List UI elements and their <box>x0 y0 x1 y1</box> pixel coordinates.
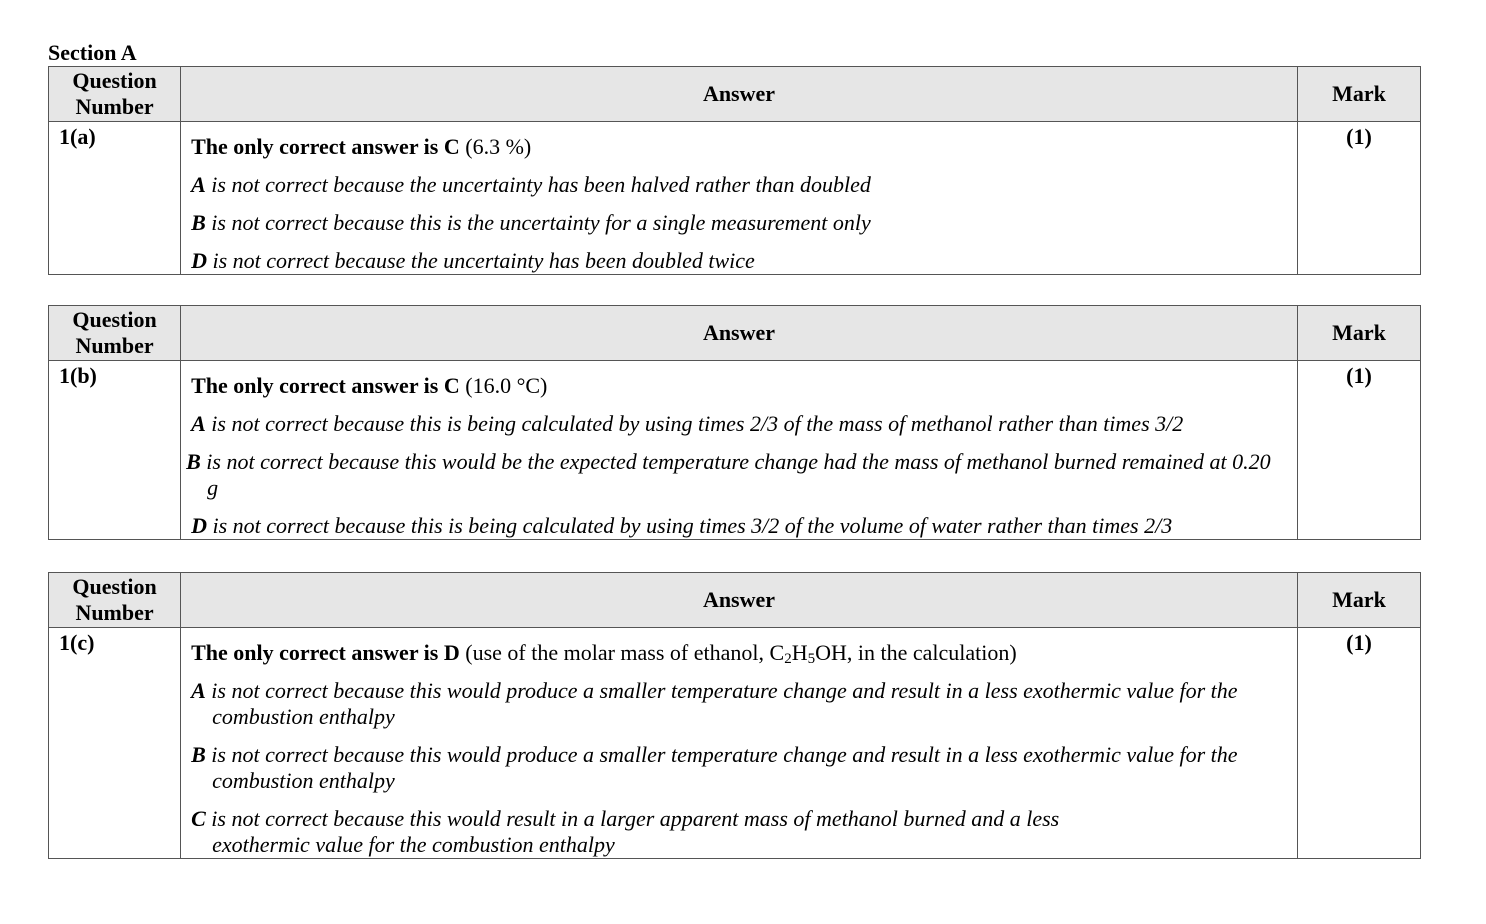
mark-header: Mark <box>1297 573 1420 628</box>
header-row <box>49 573 1421 628</box>
correct-answer-detail: (6.3 %) <box>465 134 532 159</box>
correct-answer-line <box>191 640 1287 666</box>
mark-header: Mark <box>1297 306 1420 361</box>
section-title: Section A <box>48 40 137 65</box>
option-text: is not correct because this is being calculated by using times 2/3 of the mass of methanol rather than times 3/2 <box>211 411 1184 436</box>
option-letter: A <box>191 411 206 436</box>
formula-subscript: 5 <box>807 651 816 667</box>
option-letter: A <box>191 172 206 197</box>
answer-row <box>49 122 1421 275</box>
option-letter: D <box>191 248 207 273</box>
answer-header: Answer <box>181 67 1298 122</box>
option-line <box>191 411 1287 437</box>
header-row <box>49 67 1421 122</box>
correct-answer-line <box>191 373 1287 399</box>
option-line <box>191 678 1287 730</box>
answer-header: Answer <box>181 306 1298 361</box>
mark-header: Mark <box>1297 67 1420 122</box>
question-number: 1(a) <box>49 122 181 275</box>
formula-mid: H <box>791 640 808 665</box>
answer-row <box>49 361 1421 540</box>
option-letter: B <box>191 210 206 235</box>
option-line <box>191 742 1287 794</box>
correct-answer-detail: (16.0 °C) <box>465 373 548 398</box>
header-row <box>49 306 1421 361</box>
option-line <box>191 210 1287 236</box>
option-letter: C <box>191 806 206 831</box>
option-text: is not correct because the uncertainty has been doubled twice <box>212 248 755 273</box>
option-letter: D <box>191 513 207 538</box>
option-text: is not correct because this would produce a smaller temperature change and result in a less exothermic value for the combustion enthalpy <box>211 678 1238 729</box>
answer-row <box>49 628 1421 859</box>
question-number-header: Question Number <box>49 573 181 628</box>
answer-header: Answer <box>181 573 1298 628</box>
mark-value: (1) <box>1297 361 1420 540</box>
option-line <box>191 172 1287 198</box>
correct-answer-prefix: The only correct answer is C <box>191 134 460 159</box>
correct-answer-line <box>191 134 1287 160</box>
option-text: is not correct because this would produce a smaller temperature change and result in a less exothermic value for the combustion enthalpy <box>211 742 1238 793</box>
question-table-1c <box>48 572 1421 859</box>
question-number-header: Question Number <box>49 67 181 122</box>
question-table-1b <box>48 305 1421 540</box>
formula-subscript: 2 <box>784 651 792 667</box>
question-number: 1(b) <box>49 361 181 540</box>
correct-answer-prefix: The only correct answer is C <box>191 373 460 398</box>
option-text: is not correct because this is being calculated by using times 3/2 of the volume of water rather than times 2/3 <box>212 513 1173 538</box>
detail-pre: (use of the molar mass of ethanol, C <box>465 640 785 665</box>
option-letter: B <box>186 449 201 474</box>
question-table-1a <box>48 66 1421 275</box>
answer-cell <box>181 122 1298 275</box>
detail-post: OH, in the calculation) <box>815 640 1017 665</box>
option-text: is not correct because this would result in a larger apparent mass of methanol burned and a less exothermic value for the combustion enthalpy <box>211 806 1060 857</box>
option-line <box>191 513 1287 539</box>
question-number: 1(c) <box>49 628 181 859</box>
option-line <box>186 449 1287 501</box>
option-text: is not correct because this is the uncertainty for a single measurement only <box>211 210 871 235</box>
option-line <box>191 806 1287 858</box>
correct-answer-prefix: The only correct answer is D <box>191 640 460 665</box>
option-letter: B <box>191 742 206 767</box>
option-text: is not correct because this would be the expected temperature change had the mass of methanol burned remained at 0.20 g <box>206 449 1271 500</box>
question-number-header: Question Number <box>49 306 181 361</box>
option-text: is not correct because the uncertainty has been halved rather than doubled <box>211 172 871 197</box>
option-letter: A <box>191 678 206 703</box>
correct-answer-detail <box>465 640 1016 665</box>
answer-cell <box>181 361 1298 540</box>
option-line <box>191 248 1287 274</box>
answer-cell <box>181 628 1298 859</box>
mark-value: (1) <box>1297 122 1420 275</box>
mark-value: (1) <box>1297 628 1420 859</box>
